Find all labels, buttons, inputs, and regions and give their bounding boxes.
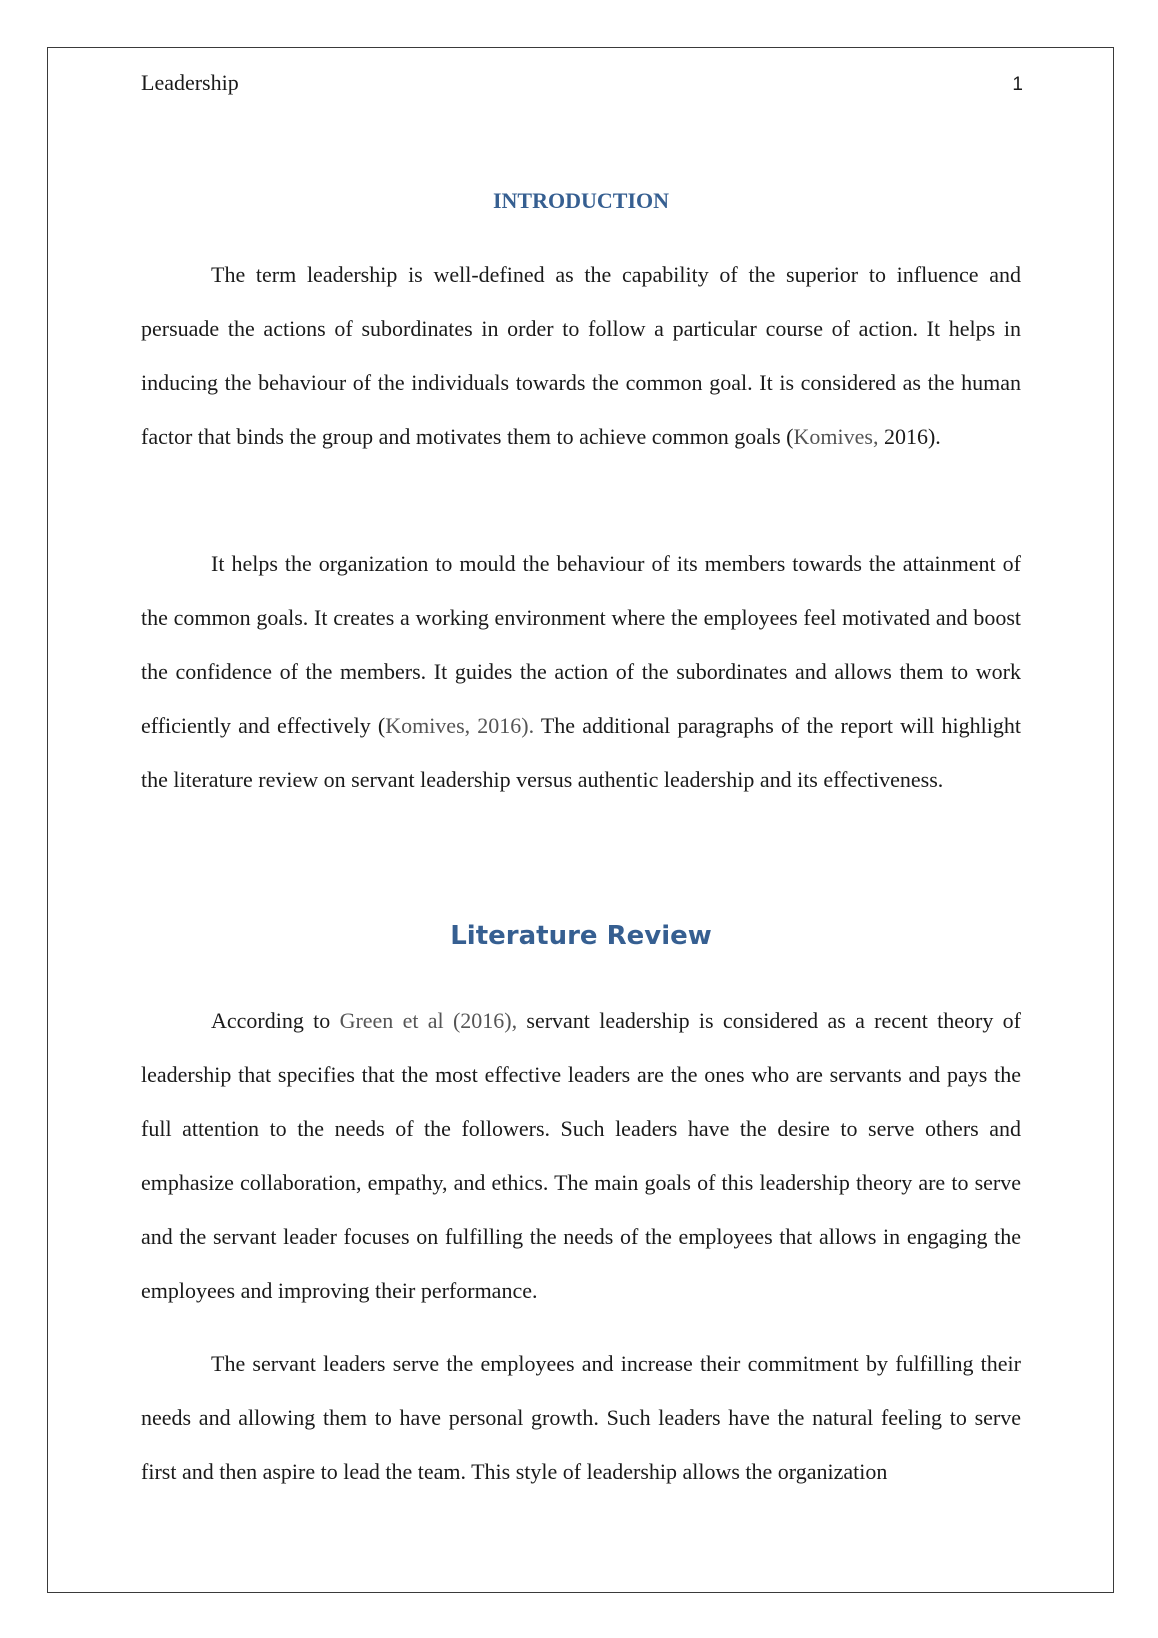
introduction-heading: INTRODUCTION [492, 188, 670, 213]
paragraph-text: According to [211, 1008, 340, 1033]
paragraph-text: The additional paragraphs of the report will highlight the literature review on servant leadership versus authentic leadership and its effectiveness. [141, 713, 1021, 792]
paragraph-text: servant leadership is considered as a recent theory of leadership that specifies that the most effective leaders are the ones who are servants and pays the full attention to the needs of the followers. Such leaders have the desire to serve others and emphasize collaboration, empathy, and ethics. The main goals of this leadership theory are to serve and the servant leader focuses on fulfilling the needs of the employees that allows in engaging the employees and improving their performance. [141, 1008, 1021, 1303]
page-number: 1 [1012, 74, 1023, 95]
citation: Komives, 2016). [385, 713, 535, 738]
paragraph-text: The servant leaders serve the employees and increase their commitment by fulfilling their needs and allowing them to have personal growth. Such leaders have the natural feeling to serve first and then aspire to lead the team. This style of leadership allows the organization [141, 1351, 1021, 1484]
running-header-title: Leadership [141, 70, 239, 95]
literature-review-heading: Literature Review [450, 921, 712, 951]
citation: Komives, [793, 424, 879, 449]
paragraph-text: 2016). [878, 424, 941, 449]
citation: Green et al (2016), [339, 1008, 518, 1033]
literature-paragraph-2 [141, 1337, 1021, 1499]
intro-paragraph-1 [141, 248, 1021, 464]
paragraph-text: It helps the organization to mould the behaviour of its members towards the attainment of the common goals. It creates a working environment where the employees feel motivated and boost the confidence of the members. It guides the action of the subordinates and allows them to work efficiently and effectively ( [141, 551, 1021, 738]
intro-paragraph-2 [141, 537, 1021, 807]
paragraph-text: The term leadership is well-defined as the capability of the superior to influence and persuade the actions of subordinates in order to follow a particular course of action. It helps in inducing the behaviour of the individuals towards the common goal. It is considered as the human factor that binds the group and motivates them to achieve common goals ( [141, 262, 1021, 449]
literature-paragraph-1 [141, 994, 1021, 1318]
